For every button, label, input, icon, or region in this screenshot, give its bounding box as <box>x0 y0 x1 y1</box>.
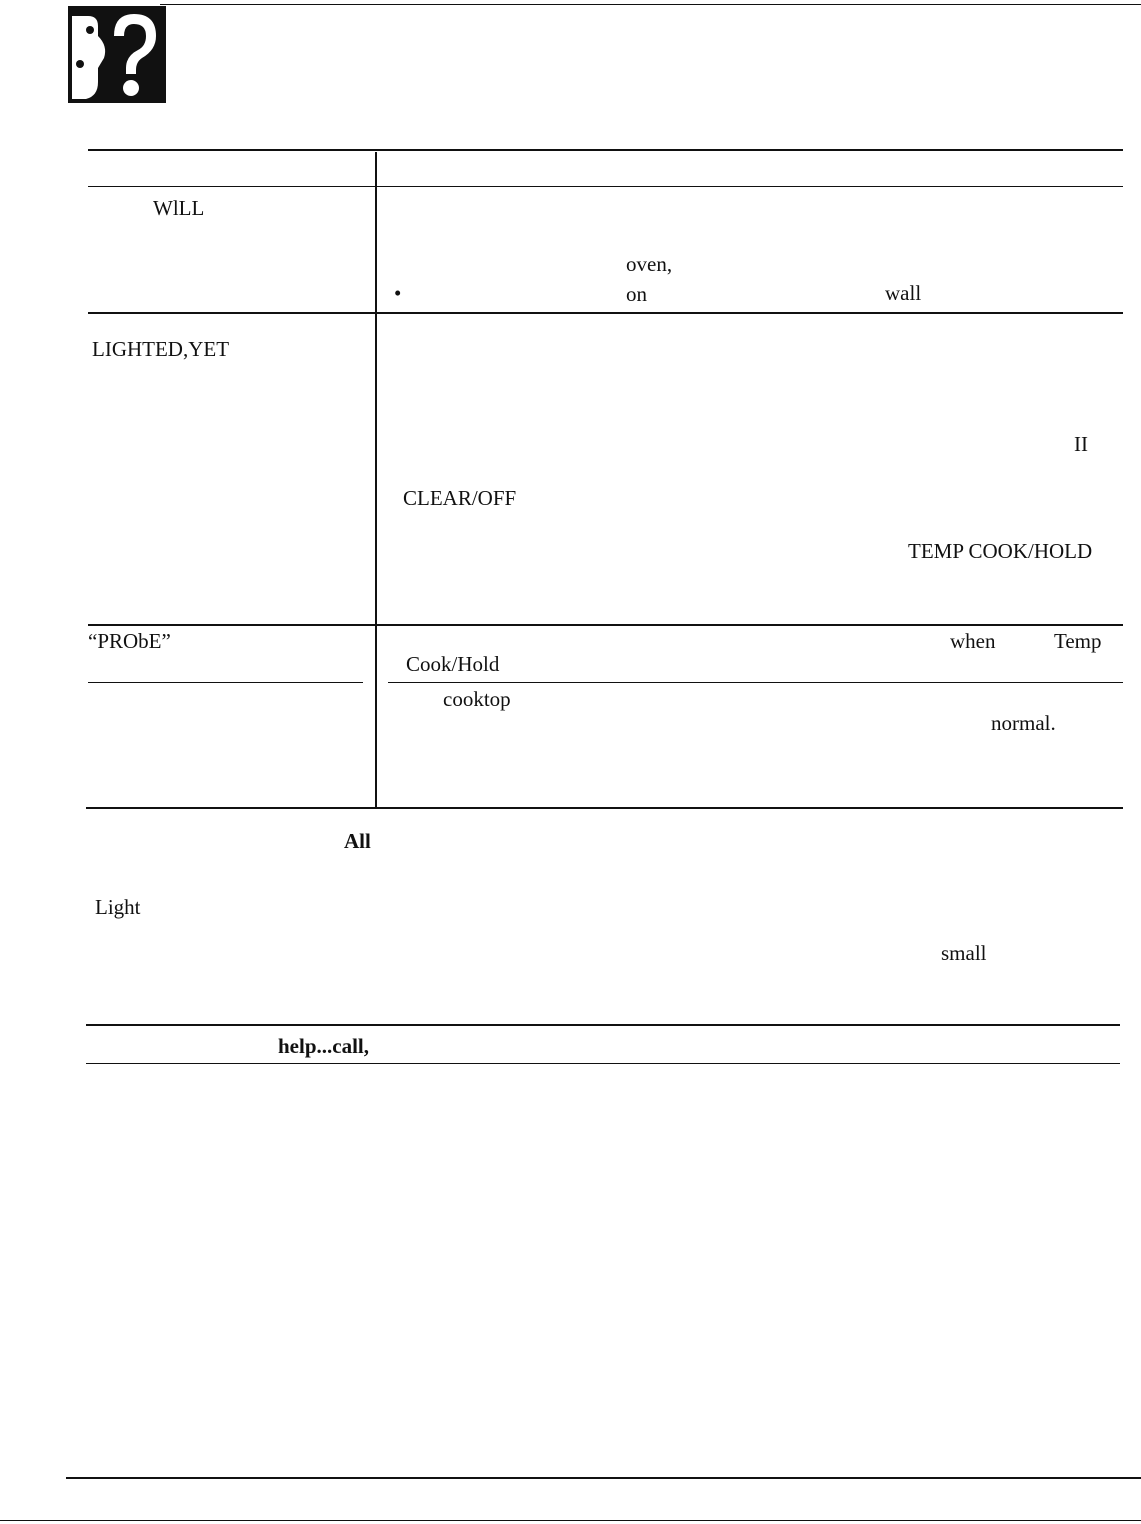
row-4-cause-fragment: cooktop <box>443 687 511 711</box>
row-1-cause-fragment: wall <box>885 281 922 305</box>
row-3-rule-right <box>388 682 1123 683</box>
row-2-cause-fragment: CLEAR/OFF <box>403 486 517 510</box>
help-top-rule <box>86 1024 1120 1026</box>
notes-fragment: All <box>344 829 371 853</box>
top-rule <box>160 4 1141 5</box>
row-3-cause-fragment: Cook/Hold <box>406 652 500 676</box>
row-3-cause-fragment: Temp <box>1054 629 1102 653</box>
row-1-bullet: • <box>394 281 402 305</box>
table-column-divider <box>375 152 377 807</box>
help-bottom-rule <box>86 1063 1120 1064</box>
row-2-rule <box>88 624 1123 626</box>
footer-bottom-rule <box>0 1520 1141 1521</box>
question-face-icon <box>68 6 166 103</box>
table-header-rule <box>88 186 1123 187</box>
footer-rule <box>66 1477 1141 1479</box>
row-3-rule-left <box>88 682 363 683</box>
logo <box>68 6 166 103</box>
table-top-rule <box>88 149 1123 151</box>
row-2-cause-fragment: TEMP COOK/HOLD <box>908 539 1093 563</box>
row-2-problem: LIGHTED,YET <box>92 337 230 361</box>
row-1-problem: WlLL <box>153 196 205 220</box>
row-1-cause-fragment: oven, <box>626 252 673 276</box>
row-3-problem: “PRObE” <box>88 629 171 653</box>
row-3-cause-fragment: when <box>950 629 996 653</box>
notes-fragment: Light <box>95 895 141 919</box>
row-4-cause-fragment: normal. <box>991 711 1056 735</box>
table-bottom-rule <box>86 807 1123 809</box>
row-1-rule <box>88 312 1123 314</box>
help-line-text: help...call, <box>278 1034 370 1058</box>
row-1-cause-fragment: on <box>626 282 647 306</box>
row-2-cause-fragment: II <box>1074 432 1088 456</box>
notes-fragment: small <box>941 941 987 965</box>
